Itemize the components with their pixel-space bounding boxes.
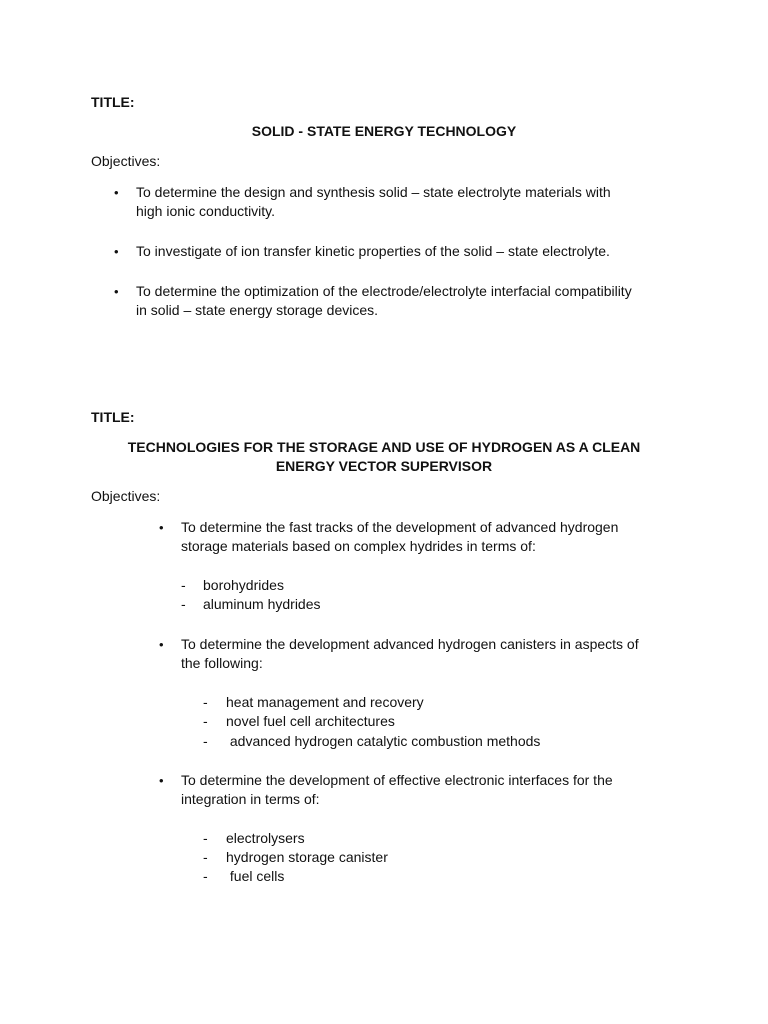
sub-list-item: heat management and recovery: [226, 694, 424, 710]
bullet-icon: •: [114, 284, 119, 299]
sub-list-item: aluminum hydrides: [203, 596, 321, 612]
list-item-text: To determine the fast tracks of the development of advanced hydrogen: [181, 519, 619, 535]
bullet-icon: •: [159, 773, 164, 788]
sub-list-item: borohydrides: [203, 577, 284, 593]
list-item-text: integration in terms of:: [181, 791, 320, 807]
dash-icon: -: [181, 596, 186, 612]
dash-icon: -: [203, 713, 208, 729]
list-item-text: the following:: [181, 655, 263, 671]
list-item-text: storage materials based on complex hydrides in terms of:: [181, 538, 536, 554]
bullet-icon: •: [114, 185, 119, 200]
section1-title-label: TITLE:: [91, 94, 135, 110]
section2-heading-line2: ENERGY VECTOR SUPERVISOR: [275, 458, 493, 474]
bullet-icon: •: [159, 520, 164, 535]
list-item-text: in solid – state energy storage devices.: [136, 302, 379, 318]
list-item-text: To determine the development of effective electronic interfaces for the: [181, 772, 613, 788]
list-item-text: To investigate of ion transfer kinetic properties of the solid – state electrolyte.: [136, 243, 610, 259]
dash-icon: -: [181, 577, 186, 593]
list-item-text: high ionic conductivity.: [136, 203, 276, 219]
section2-title-label: TITLE:: [91, 409, 135, 425]
section1-heading: SOLID - STATE ENERGY TECHNOLOGY: [251, 123, 517, 139]
dash-icon: -: [203, 849, 208, 865]
sub-list-item: advanced hydrogen catalytic combustion methods: [226, 733, 541, 749]
dash-icon: -: [203, 694, 208, 710]
sub-list-item: hydrogen storage canister: [226, 849, 388, 865]
section2-objectives-label: Objectives:: [91, 488, 161, 504]
dash-icon: -: [203, 830, 208, 846]
section2-heading-line1: TECHNOLOGIES FOR THE STORAGE AND USE OF HYDROGEN AS A CLEAN: [127, 439, 641, 455]
sub-list-item: electrolysers: [226, 830, 305, 846]
dash-icon: -: [203, 733, 208, 749]
bullet-icon: •: [159, 637, 164, 652]
bullet-icon: •: [114, 244, 119, 259]
section1-objectives-label: Objectives:: [91, 153, 161, 169]
list-item-text: To determine the design and synthesis solid – state electrolyte materials with: [136, 184, 611, 200]
sub-list-item: fuel cells: [226, 868, 285, 884]
dash-icon: -: [203, 868, 208, 884]
list-item-text: To determine the optimization of the electrode/electrolyte interfacial compatibility: [136, 283, 632, 299]
list-item-text: To determine the development advanced hydrogen canisters in aspects of: [181, 636, 639, 652]
sub-list-item: novel fuel cell architectures: [226, 713, 395, 729]
